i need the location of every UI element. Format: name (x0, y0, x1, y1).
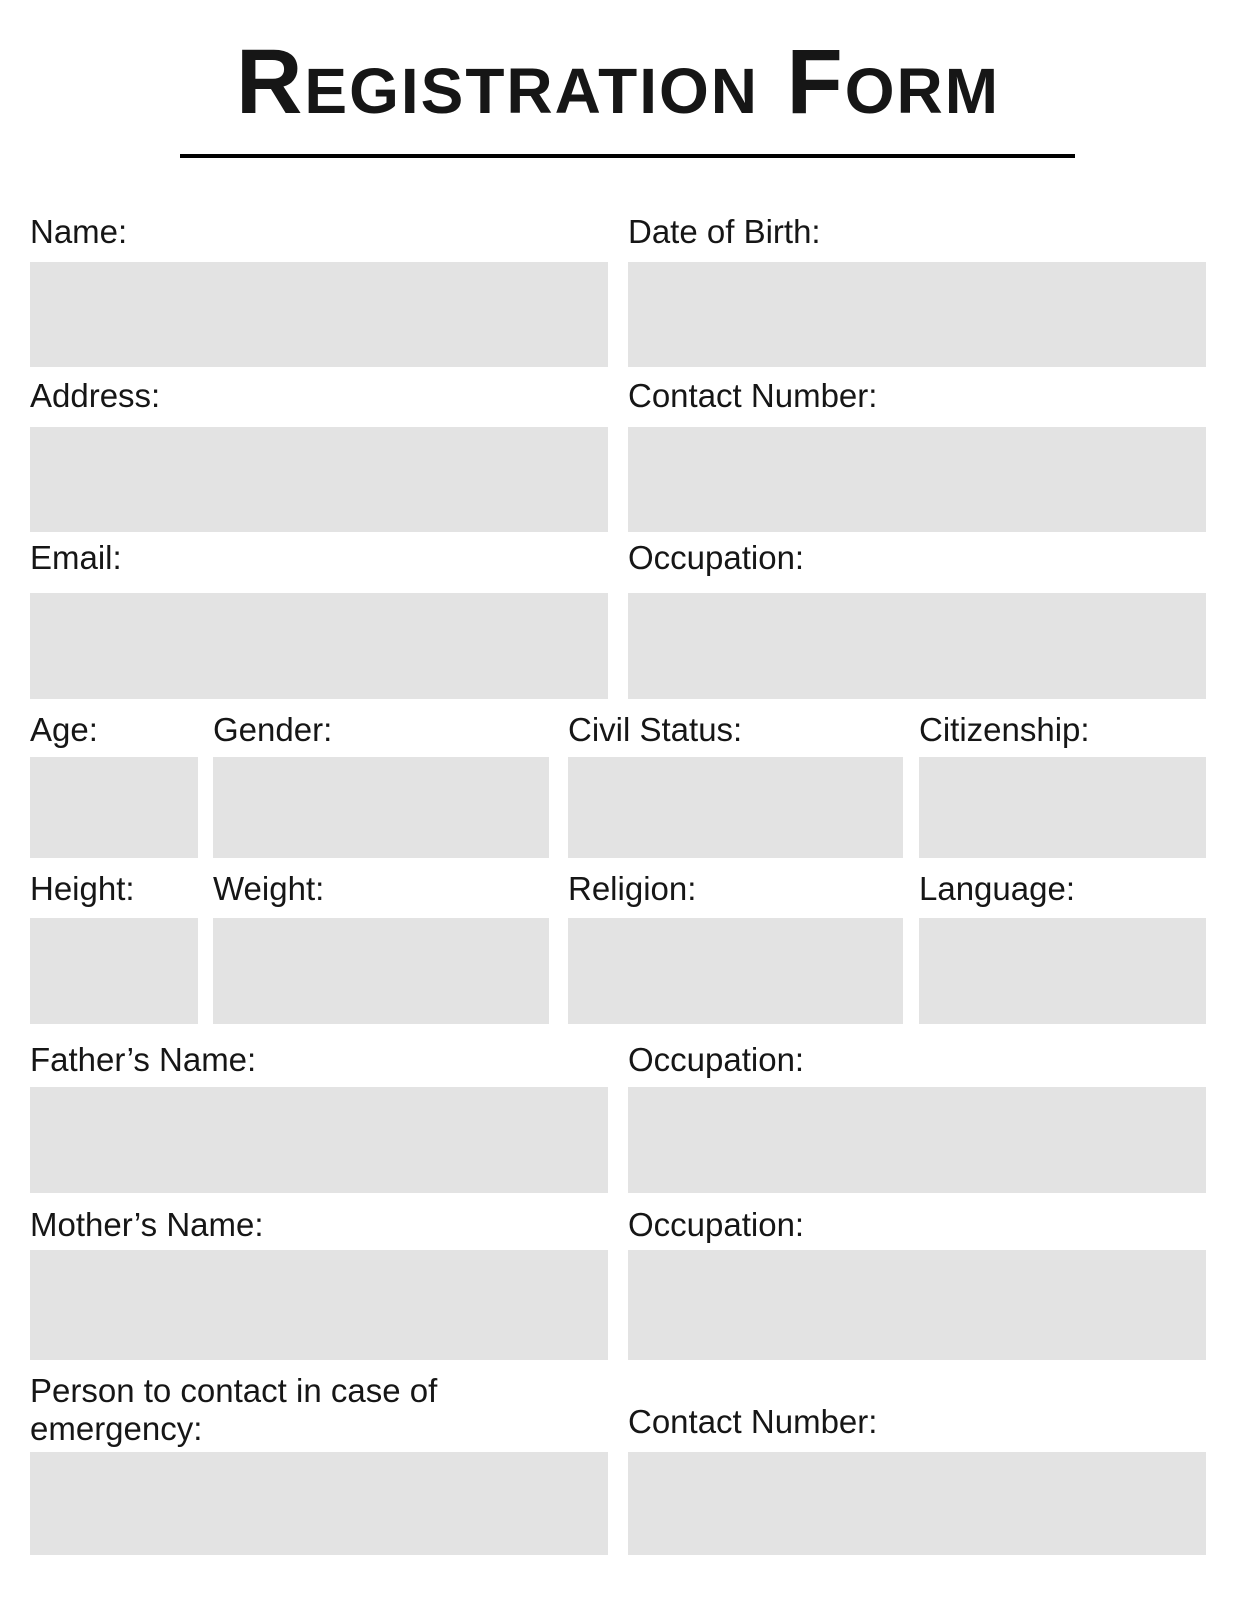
emergency-contact-person-label: Person to contact in case of emergency: (30, 1372, 438, 1447)
contact-number-label: Contact Number: (628, 377, 878, 414)
fathers-occupation-input[interactable] (628, 1087, 1206, 1193)
date-of-birth-input[interactable] (628, 262, 1206, 367)
email-label: Email: (30, 539, 122, 576)
occupation-input[interactable] (628, 593, 1206, 699)
citizenship-input[interactable] (919, 757, 1206, 858)
religion-label: Religion: (568, 870, 697, 907)
gender-label: Gender: (213, 711, 333, 748)
language-label: Language: (919, 870, 1075, 907)
fathers-name-label: Father’s Name: (30, 1041, 257, 1078)
email-input[interactable] (30, 593, 608, 699)
mothers-occupation-input[interactable] (628, 1250, 1206, 1360)
citizenship-label: Citizenship: (919, 711, 1090, 748)
name-input[interactable] (30, 262, 608, 367)
address-label: Address: (30, 377, 161, 414)
civil-status-input[interactable] (568, 757, 903, 858)
date-of-birth-label: Date of Birth: (628, 213, 821, 250)
religion-input[interactable] (568, 918, 903, 1024)
mothers-occupation-label: Occupation: (628, 1206, 805, 1243)
age-label: Age: (30, 711, 98, 748)
name-label: Name: (30, 213, 128, 250)
emergency-contact-person-input[interactable] (30, 1452, 608, 1555)
mothers-name-label: Mother’s Name: (30, 1206, 264, 1243)
age-input[interactable] (30, 757, 198, 858)
gender-input[interactable] (213, 757, 549, 858)
mothers-name-input[interactable] (30, 1250, 608, 1360)
language-input[interactable] (919, 918, 1206, 1024)
civil-status-label: Civil Status: (568, 711, 743, 748)
weight-input[interactable] (213, 918, 549, 1024)
height-input[interactable] (30, 918, 198, 1024)
weight-label: Weight: (213, 870, 325, 907)
height-label: Height: (30, 870, 135, 907)
form-title: Registration Form (235, 31, 1001, 133)
fathers-occupation-label: Occupation: (628, 1041, 805, 1078)
emergency-contact-number-label: Contact Number: (628, 1403, 878, 1440)
title-underline (180, 154, 1075, 158)
occupation-label: Occupation: (628, 539, 805, 576)
address-input[interactable] (30, 427, 608, 532)
fathers-name-input[interactable] (30, 1087, 608, 1193)
contact-number-input[interactable] (628, 427, 1206, 532)
emergency-contact-number-input[interactable] (628, 1452, 1206, 1555)
